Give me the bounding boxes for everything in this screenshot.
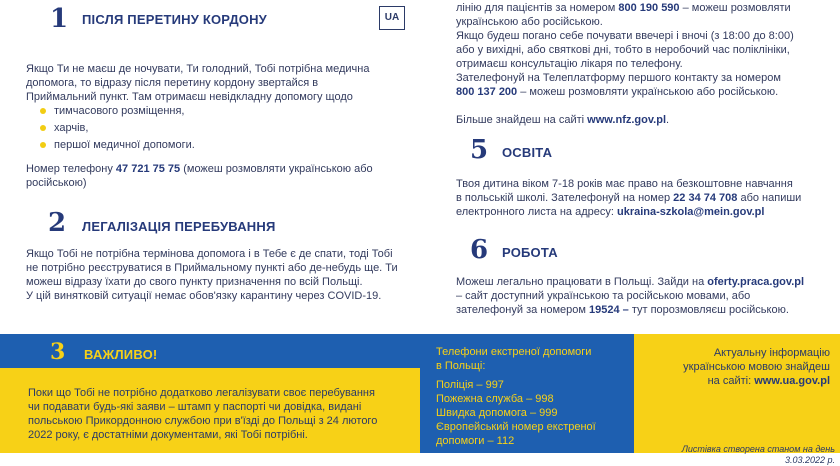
section-2-line: У цій винятковій ситуації немає обов'язку карантину через COVID-19. (26, 290, 382, 302)
phone-label: Номер телефону (26, 163, 116, 175)
section-2-line: не потрібно реєструватися в Приймальному пункті або де-небудь ще. Ти (26, 262, 398, 274)
section-6-body (456, 275, 836, 317)
section-1-line: Приймальний пункт. Там отримаєш невідкладну допомогу щодо (26, 91, 353, 103)
patient-hotline: 800 190 590 (618, 2, 680, 14)
section-2-title: ЛЕГАЛІЗАЦІЯ ПЕРЕБУВАННЯ (82, 219, 276, 234)
section-3-number: 3 (50, 339, 66, 365)
section-3-body (28, 386, 418, 442)
section-3-line: Поки що Тобі не потрібно додатково легалізувати своє перебування (28, 387, 375, 399)
section-6-number: 6 (470, 235, 489, 265)
emergency-item: допомоги – 112 (436, 435, 515, 447)
jobs-link[interactable]: oferty.praca.gov.pl (707, 276, 805, 288)
section-4-line (456, 1, 836, 15)
nfz-link-line (456, 113, 836, 127)
section-6-line (456, 275, 836, 289)
phone-note: російською) (26, 177, 87, 189)
info-line: Актуальну інформацію (713, 347, 830, 359)
ua-gov-link[interactable]: www.ua.gov.pl (754, 375, 830, 387)
text: Більше знайдеш на сайті (456, 114, 588, 126)
section-1-number: 1 (50, 4, 69, 34)
text: Можеш легально працювати в Польщі. Зайди на (456, 276, 708, 288)
section-6-title: РОБОТА (502, 245, 558, 260)
section-4-line: українською або російською. (456, 16, 603, 28)
text: – можеш розмовляти українською або російською. (517, 86, 779, 98)
text: на сайті: (707, 375, 755, 387)
phone-note: (можеш розмовляти українською або (180, 163, 373, 175)
emergency-item: Європейський номер екстреної (436, 421, 596, 433)
section-6-line (456, 303, 836, 317)
section-5-title: ОСВІТА (502, 145, 553, 160)
jobs-phone: 19524 – (589, 304, 629, 316)
text: в польській школі. Зателефонуй на номер (456, 192, 674, 204)
emergency-title: в Польщі: (436, 360, 486, 372)
section-5-line (456, 191, 836, 205)
phone-number: 47 721 75 75 (115, 163, 181, 175)
section-4-line: Зателефонуй на Телеплатформу першого контакту за номером (456, 72, 781, 84)
section-4-line: Якщо будеш погано себе почувати ввечері і вночі (з 18:00 до 8:00) (456, 30, 794, 42)
emergency-list (436, 345, 631, 448)
bullet-item: першої медичної допомоги. (38, 138, 421, 152)
section-3-line: 2022 року, є достатніми документами, які Тобі потрібні. (28, 429, 308, 441)
section-6-line: – сайт доступний українською та російською мовами, або (456, 290, 751, 302)
section-2-line: Якщо Тобі не потрібна термінова допомога і в Тебе є де спати, тоді Тобі (26, 248, 393, 260)
section-1-phone (26, 162, 421, 190)
emergency-item: Пожежна служба – 998 (436, 393, 554, 405)
section-5-line (456, 205, 836, 219)
language-badge: UA (379, 6, 405, 30)
section-3-line: чи подавати будь-які заяви – штамп у паспорті чи довідка, видані (28, 401, 362, 413)
section-2-line: можеш відразу їхати до свого пункту призначення по всій Польщі. (26, 276, 363, 288)
section-2-body (26, 247, 426, 303)
bullet-item: тимчасового розміщення, (38, 104, 421, 118)
section-2-number: 2 (48, 208, 67, 238)
section-1-title: ПІСЛЯ ПЕРЕТИНУ КОРДОНУ (82, 12, 267, 27)
section-5-body (456, 177, 836, 219)
text: зателефонуй за номером (456, 304, 590, 316)
info-line: українською мовою знайдеш (683, 361, 830, 373)
teleplatform-number: 800 137 200 (456, 86, 518, 98)
bullet-item: харчів, (38, 121, 421, 135)
section-4-line: отримаєш консультацію лікаря по телефону. (456, 58, 683, 70)
text: тут порозмовляєш російською. (628, 304, 789, 316)
emergency-item: Поліція – 997 (436, 379, 504, 391)
text: . (666, 114, 670, 126)
section-4-line: або у вихідні, або святкові дні, тобто в неробочий час поліклініки, (456, 44, 790, 56)
text: – можеш розмовляти (679, 2, 791, 14)
education-phone: 22 34 74 708 (673, 192, 738, 204)
section-4-body (456, 1, 836, 99)
section-1-body (26, 62, 421, 152)
section-3-line: польською Прикордонною службою при в'їзді до Польщі з 24 лютого (28, 415, 378, 427)
nfz-link[interactable]: www.nfz.gov.pl (587, 114, 666, 126)
education-email[interactable]: ukraina-szkola@mein.gov.pl (617, 206, 765, 218)
emergency-title: Телефони екстреної допомоги (436, 346, 592, 358)
section-1-line: допомога, то відразу після перетину кордону звертайся в (26, 77, 319, 89)
footer-note: Листівка створена станом на день 3.03.2022 р. (681, 444, 835, 465)
info-text (640, 346, 830, 388)
info-line (640, 374, 830, 388)
section-3-title: ВАЖЛИВО! (84, 347, 158, 362)
text: лінію для пацієнтів за номером (456, 2, 619, 14)
section-5-number: 5 (470, 135, 489, 165)
text: електронного листа на адресу: (456, 206, 617, 218)
text: або напиши (737, 192, 802, 204)
emergency-item: Швидка допомога – 999 (436, 407, 558, 419)
section-1-line: Якщо Ти не маєш де ночувати, Ти голодний, Тобі потрібна медична (26, 63, 370, 75)
section-4-line (456, 85, 836, 99)
section-5-line: Твоя дитина віком 7-18 років має право на безкоштовне навчання (456, 178, 793, 190)
